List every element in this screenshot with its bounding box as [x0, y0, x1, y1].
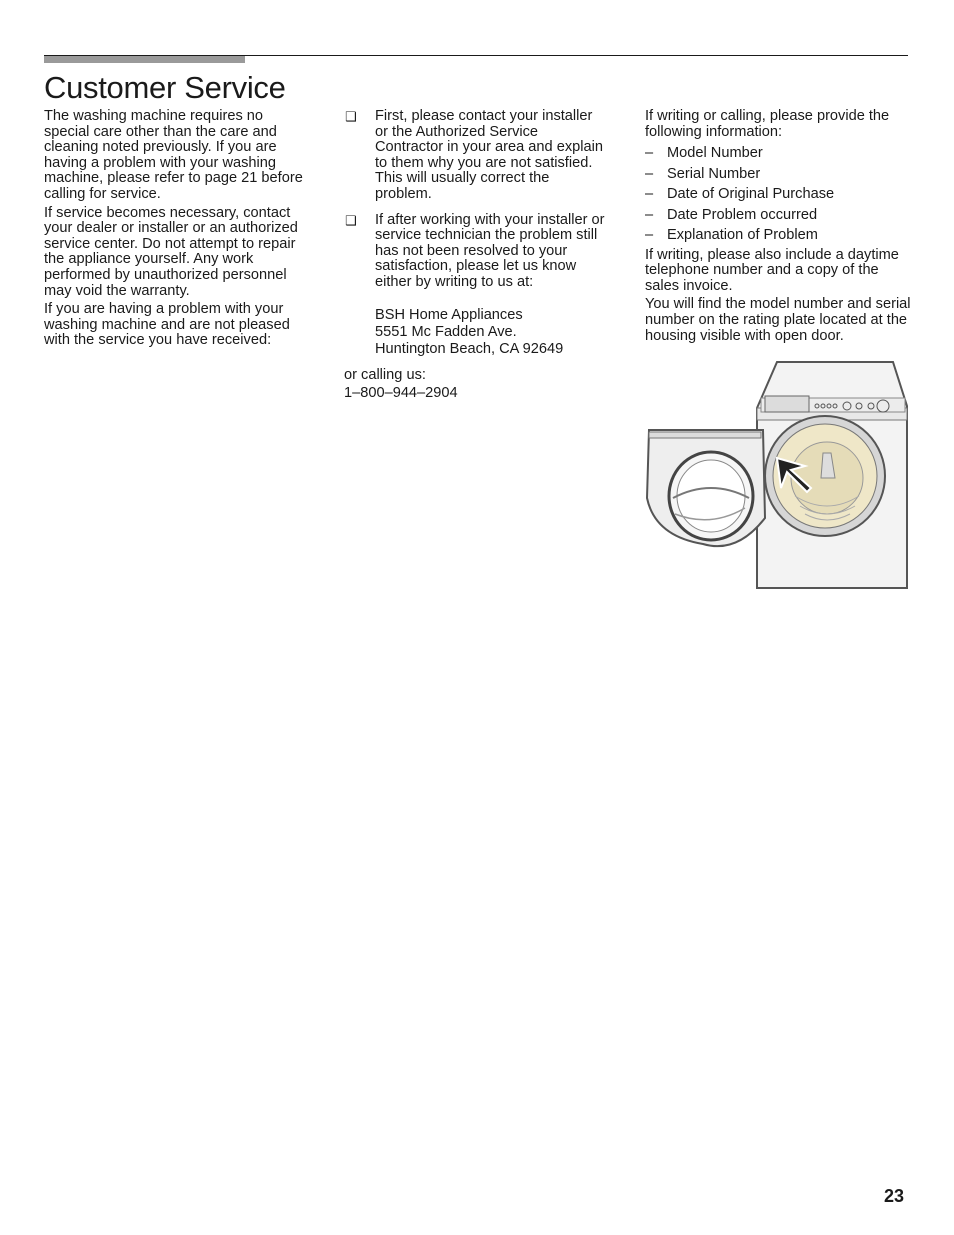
address-line-2: 5551 Mc Fadden Ave. [375, 323, 517, 340]
calling-label: or calling us: [344, 367, 426, 384]
page-number: 23 [884, 1186, 905, 1206]
checkbox-bullet-icon: ❑ [345, 109, 357, 124]
list-item: – Date of Original Purchase [645, 186, 835, 203]
address-line-1: BSH Home Appliances [375, 306, 523, 323]
bullet-text-1: First, please contact your installer or the Authorized Service Contractor in your area and explain to them why you are not satisfied. This will usually correct the problem. [375, 108, 603, 202]
info-list [645, 143, 913, 246]
column-information [645, 109, 913, 347]
header-accent-bar [44, 56, 245, 63]
intro-paragraph-2: If service becomes necessary, contact your dealer or installer or an authorized service center. Do not attempt to repair the appliance yourself. Any work performed by unauthorized personnel may void the warranty. [44, 204, 298, 299]
bullet-text-2: If after working with your installer or service technician the problem still has not been resolved to your satisfaction, please let us know either by writing to us at: [375, 211, 605, 290]
info-paragraph-3: You will find the model number and serial number on the rating plate located at the housing visible with open door. [645, 296, 911, 344]
column-contact [344, 109, 606, 402]
list-item [344, 109, 606, 203]
address-line-3: Huntington Beach, CA 92649 [375, 341, 564, 358]
washing-machine-illustration [645, 358, 909, 594]
checkbox-bullet-icon: ❑ [345, 212, 357, 228]
info-paragraph-2: If writing, please also include a daytime telephone number and a copy of the sales invoice. [645, 246, 899, 294]
list-item: – Explanation of Problem [645, 227, 818, 244]
page-title: Customer Service [44, 70, 286, 105]
intro-paragraph-1: The washing machine requires no special care other than the care and cleaning noted previously. If you are having a problem with your washing machine, please refer to page 21 before calling for service. [44, 108, 303, 202]
info-intro: If writing or calling, please provide the following information: [645, 108, 890, 140]
mailing-address [344, 307, 606, 359]
phone-number: 1–800–944–2904 [344, 384, 458, 401]
intro-paragraph-3: If you are having a problem with your washing machine and are not pleased with the service you have received: [44, 301, 290, 349]
phone-contact [344, 367, 606, 402]
list-item: – Date Problem occurred [645, 206, 818, 223]
column-intro [44, 109, 312, 352]
list-item [344, 213, 606, 291]
list-item: – Model Number [645, 145, 763, 162]
list-item: – Serial Number [645, 165, 761, 182]
